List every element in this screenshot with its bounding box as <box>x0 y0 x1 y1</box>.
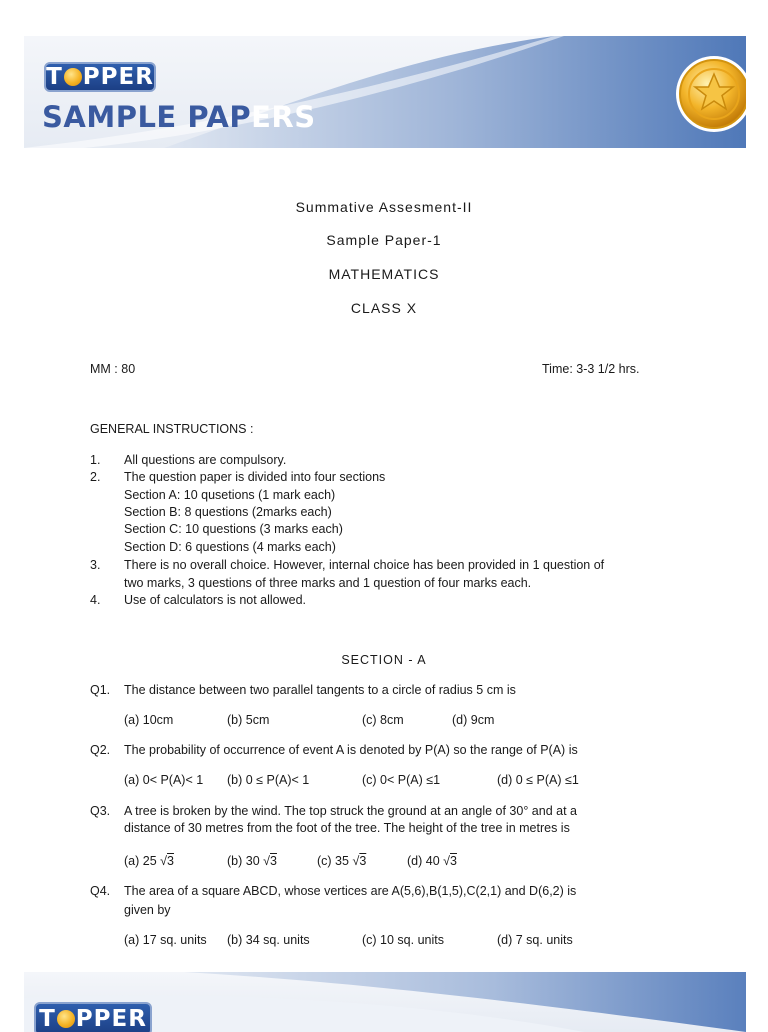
option-c: (c) 0< P(A) ≤1 <box>362 773 441 787</box>
radicand: 3 <box>270 854 277 868</box>
sample-papers-title-main: SAMPLE PAP <box>42 100 252 134</box>
option-b: (b) 5cm <box>227 713 270 727</box>
instruction-number: 2. <box>90 470 101 484</box>
option-c: (c) 10 sq. units <box>362 933 444 947</box>
instruction-text: The question paper is divided into four sections <box>124 470 386 484</box>
question-text: given by <box>124 903 171 917</box>
radicand: 3 <box>359 854 367 868</box>
instruction-number: 1. <box>90 453 101 467</box>
radical-sign: √ <box>263 854 271 868</box>
max-marks: MM : 80 <box>90 362 136 376</box>
instruction-number: 3. <box>90 558 101 572</box>
footer-topper-logo <box>34 1002 152 1032</box>
option-c: (c) 8cm <box>362 713 404 727</box>
question-number: Q3. <box>90 804 111 818</box>
radicand: 3 <box>167 854 174 868</box>
instruction-number: 4. <box>90 593 101 607</box>
instruction-text: There is no overall choice. However, internal choice has been provided in 1 question of <box>124 558 605 572</box>
footer-banner <box>24 972 746 1032</box>
option-c <box>317 854 366 868</box>
option-d: (d) 9cm <box>452 713 495 727</box>
option-a <box>124 854 174 868</box>
header-banner <box>24 36 746 148</box>
sample-papers-title-end: ERS <box>251 100 316 134</box>
instruction-text: Section A: 10 qusetions (1 mark each) <box>124 488 336 502</box>
option-label: (c) 35 <box>317 854 353 868</box>
question-text: distance of 30 metres from the foot of the tree. The height of the tree in metres is <box>124 821 570 835</box>
logo-star-o-icon <box>64 68 82 86</box>
topper-logo <box>44 62 156 92</box>
option-d: (d) 7 sq. units <box>497 933 573 947</box>
class-title: CLASS X <box>350 300 418 316</box>
option-d <box>407 854 457 868</box>
question-text: The distance between two parallel tangents to a circle of radius 5 cm is <box>124 683 516 697</box>
logo-text-pper: PPER <box>75 1006 147 1032</box>
option-d: (d) 0 ≤ P(A) ≤1 <box>497 773 579 787</box>
radical-sign: √ <box>443 854 451 868</box>
instruction-text: Section D: 6 questions (4 marks each) <box>124 540 336 554</box>
paper-title: Sample Paper-1 <box>326 232 442 248</box>
exam-title: Summative Assesment-II <box>295 199 473 215</box>
subject-title: MATHEMATICS <box>328 266 440 282</box>
option-b <box>227 854 277 868</box>
radicand: 3 <box>450 854 457 868</box>
question-number: Q4. <box>90 884 111 898</box>
instruction-text: All questions are compulsory. <box>124 453 287 467</box>
question-text: A tree is broken by the wind. The top struck the ground at an angle of 30° and at a <box>124 804 577 818</box>
option-label: (a) 25 <box>124 854 161 868</box>
question-text: The area of a square ABCD, whose vertices are A(5,6),B(1,5),C(2,1) and D(6,2) is <box>124 884 577 898</box>
time-allowed: Time: 3-3 1/2 hrs. <box>542 362 640 376</box>
star-coin-icon <box>674 54 746 134</box>
logo-text-t: T <box>39 1006 56 1032</box>
question-text: The probability of occurrence of event A is denoted by P(A) so the range of P(A) is <box>124 743 578 757</box>
radical-sign: √ <box>160 854 168 868</box>
instruction-text: Section B: 8 questions (2marks each) <box>124 505 332 519</box>
logo-text-t: T <box>46 64 63 90</box>
radical-sign: √ <box>352 854 360 868</box>
instruction-text: Section C: 10 questions (3 marks each) <box>124 522 343 536</box>
instruction-text: Use of calculators is not allowed. <box>124 593 307 607</box>
logo-star-o-icon <box>57 1010 75 1028</box>
option-label: (d) 40 <box>407 854 444 868</box>
question-number: Q2. <box>90 743 111 757</box>
option-a: (a) 10cm <box>124 713 174 727</box>
logo-text-pper: PPER <box>82 64 154 90</box>
option-a: (a) 0< P(A)< 1 <box>124 773 204 787</box>
general-instructions-heading: GENERAL INSTRUCTIONS : <box>90 422 254 436</box>
section-heading: SECTION - A <box>341 653 427 667</box>
option-label: (b) 30 <box>227 854 264 868</box>
option-b: (b) 34 sq. units <box>227 933 310 947</box>
sample-papers-title <box>42 100 316 134</box>
instruction-text: two marks, 3 questions of three marks and 1 question of four marks each. <box>124 576 532 590</box>
option-a: (a) 17 sq. units <box>124 933 207 947</box>
option-b: (b) 0 ≤ P(A)< 1 <box>227 773 310 787</box>
question-number: Q1. <box>90 683 111 697</box>
